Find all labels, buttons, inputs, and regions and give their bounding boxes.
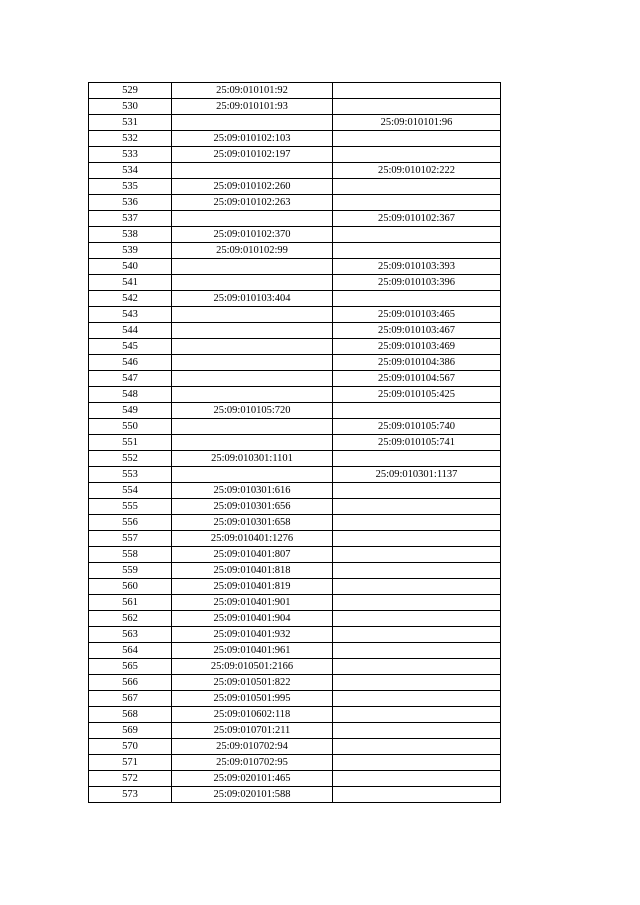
cadastral-number-cell-a: 25:09:010103:404 bbox=[172, 291, 333, 307]
table-row bbox=[89, 355, 501, 371]
cadastral-number-cell-a bbox=[172, 339, 333, 355]
cadastral-number-cell-b bbox=[333, 403, 501, 419]
cadastral-number-cell-b: 25:09:010102:222 bbox=[333, 163, 501, 179]
row-number-cell: 529 bbox=[89, 83, 172, 99]
row-number-cell: 537 bbox=[89, 211, 172, 227]
cadastral-number-cell-a: 25:09:010401:932 bbox=[172, 627, 333, 643]
cadastral-number-cell-a: 25:09:010102:370 bbox=[172, 227, 333, 243]
cadastral-number-cell-a: 25:09:010101:93 bbox=[172, 99, 333, 115]
cadastral-number-cell-b bbox=[333, 227, 501, 243]
cadastral-number-cell-b: 25:09:010103:467 bbox=[333, 323, 501, 339]
table-row bbox=[89, 259, 501, 275]
cadastral-number-cell-a: 25:09:010401:1276 bbox=[172, 531, 333, 547]
cadastral-number-cell-a bbox=[172, 163, 333, 179]
cadastral-number-cell-b bbox=[333, 563, 501, 579]
table-row bbox=[89, 595, 501, 611]
cadastral-number-cell-b: 25:09:010103:465 bbox=[333, 307, 501, 323]
row-number-cell: 550 bbox=[89, 419, 172, 435]
table-row bbox=[89, 579, 501, 595]
table-row bbox=[89, 147, 501, 163]
cadastral-number-cell-b bbox=[333, 291, 501, 307]
row-number-cell: 556 bbox=[89, 515, 172, 531]
cadastral-number-cell-b bbox=[333, 643, 501, 659]
row-number-cell: 533 bbox=[89, 147, 172, 163]
table-row bbox=[89, 83, 501, 99]
row-number-cell: 532 bbox=[89, 131, 172, 147]
cadastral-number-cell-b bbox=[333, 659, 501, 675]
table-body bbox=[89, 83, 501, 803]
cadastral-number-cell-a: 25:09:010401:807 bbox=[172, 547, 333, 563]
table-row bbox=[89, 499, 501, 515]
table-row bbox=[89, 291, 501, 307]
row-number-cell: 565 bbox=[89, 659, 172, 675]
table-row bbox=[89, 563, 501, 579]
cadastral-number-cell-b bbox=[333, 579, 501, 595]
row-number-cell: 573 bbox=[89, 787, 172, 803]
cadastral-number-cell-a: 25:09:020101:588 bbox=[172, 787, 333, 803]
row-number-cell: 564 bbox=[89, 643, 172, 659]
cadastral-number-cell-a bbox=[172, 387, 333, 403]
row-number-cell: 534 bbox=[89, 163, 172, 179]
cadastral-number-cell-a: 25:09:010301:656 bbox=[172, 499, 333, 515]
table-row bbox=[89, 339, 501, 355]
cadastral-number-cell-b bbox=[333, 195, 501, 211]
row-number-cell: 552 bbox=[89, 451, 172, 467]
cadastral-number-cell-b bbox=[333, 595, 501, 611]
table-row bbox=[89, 163, 501, 179]
cadastral-number-cell-b bbox=[333, 691, 501, 707]
row-number-cell: 530 bbox=[89, 99, 172, 115]
cadastral-number-cell-b bbox=[333, 723, 501, 739]
cadastral-number-cell-a: 25:09:010401:961 bbox=[172, 643, 333, 659]
cadastral-number-cell-b bbox=[333, 739, 501, 755]
table-row bbox=[89, 323, 501, 339]
cadastral-number-cell-a bbox=[172, 467, 333, 483]
table-row bbox=[89, 467, 501, 483]
row-number-cell: 557 bbox=[89, 531, 172, 547]
row-number-cell: 531 bbox=[89, 115, 172, 131]
cadastral-number-cell-b: 25:09:010101:96 bbox=[333, 115, 501, 131]
row-number-cell: 545 bbox=[89, 339, 172, 355]
cadastral-number-cell-b bbox=[333, 707, 501, 723]
row-number-cell: 549 bbox=[89, 403, 172, 419]
cadastral-number-cell-b: 25:09:010103:396 bbox=[333, 275, 501, 291]
table-row bbox=[89, 723, 501, 739]
table-row bbox=[89, 659, 501, 675]
cadastral-number-cell-a bbox=[172, 259, 333, 275]
row-number-cell: 536 bbox=[89, 195, 172, 211]
cadastral-number-cell-a: 25:09:010102:263 bbox=[172, 195, 333, 211]
cadastral-number-cell-a: 25:09:010501:822 bbox=[172, 675, 333, 691]
cadastral-number-cell-a: 25:09:010301:658 bbox=[172, 515, 333, 531]
table-row bbox=[89, 707, 501, 723]
row-number-cell: 539 bbox=[89, 243, 172, 259]
cadastral-number-cell-a bbox=[172, 355, 333, 371]
table-row bbox=[89, 515, 501, 531]
cadastral-number-cell-a: 25:09:010102:99 bbox=[172, 243, 333, 259]
cadastral-numbers-table bbox=[88, 82, 501, 803]
cadastral-number-cell-a: 25:09:010501:2166 bbox=[172, 659, 333, 675]
row-number-cell: 572 bbox=[89, 771, 172, 787]
cadastral-number-cell-a: 25:09:010701:211 bbox=[172, 723, 333, 739]
cadastral-number-cell-a: 25:09:010301:616 bbox=[172, 483, 333, 499]
row-number-cell: 561 bbox=[89, 595, 172, 611]
row-number-cell: 547 bbox=[89, 371, 172, 387]
cadastral-number-cell-a bbox=[172, 115, 333, 131]
cadastral-number-cell-a: 25:09:010401:818 bbox=[172, 563, 333, 579]
table-row bbox=[89, 243, 501, 259]
cadastral-number-cell-a: 25:09:010401:904 bbox=[172, 611, 333, 627]
table-row bbox=[89, 419, 501, 435]
table-row bbox=[89, 531, 501, 547]
row-number-cell: 568 bbox=[89, 707, 172, 723]
row-number-cell: 548 bbox=[89, 387, 172, 403]
cadastral-number-cell-b bbox=[333, 611, 501, 627]
row-number-cell: 540 bbox=[89, 259, 172, 275]
table-row bbox=[89, 691, 501, 707]
cadastral-number-cell-b: 25:09:010105:425 bbox=[333, 387, 501, 403]
cadastral-number-cell-a bbox=[172, 211, 333, 227]
cadastral-number-cell-a: 25:09:010501:995 bbox=[172, 691, 333, 707]
cadastral-number-cell-b bbox=[333, 627, 501, 643]
cadastral-number-cell-a: 25:09:010102:103 bbox=[172, 131, 333, 147]
cadastral-number-cell-a: 25:09:010105:720 bbox=[172, 403, 333, 419]
cadastral-number-cell-b bbox=[333, 787, 501, 803]
table-row bbox=[89, 211, 501, 227]
row-number-cell: 542 bbox=[89, 291, 172, 307]
table-row bbox=[89, 371, 501, 387]
row-number-cell: 558 bbox=[89, 547, 172, 563]
table-row bbox=[89, 275, 501, 291]
cadastral-number-cell-a: 25:09:010102:260 bbox=[172, 179, 333, 195]
cadastral-number-cell-b: 25:09:010105:741 bbox=[333, 435, 501, 451]
cadastral-number-cell-b bbox=[333, 179, 501, 195]
cadastral-number-cell-b bbox=[333, 531, 501, 547]
table-row bbox=[89, 131, 501, 147]
cadastral-number-cell-b bbox=[333, 483, 501, 499]
cadastral-number-cell-b bbox=[333, 83, 501, 99]
cadastral-number-cell-b: 25:09:010105:740 bbox=[333, 419, 501, 435]
row-number-cell: 569 bbox=[89, 723, 172, 739]
cadastral-number-cell-b bbox=[333, 99, 501, 115]
row-number-cell: 553 bbox=[89, 467, 172, 483]
cadastral-number-cell-b bbox=[333, 515, 501, 531]
table-row bbox=[89, 387, 501, 403]
cadastral-number-cell-b: 25:09:010104:567 bbox=[333, 371, 501, 387]
row-number-cell: 567 bbox=[89, 691, 172, 707]
cadastral-number-cell-b: 25:09:010301:1137 bbox=[333, 467, 501, 483]
row-number-cell: 555 bbox=[89, 499, 172, 515]
table-row bbox=[89, 403, 501, 419]
cadastral-number-cell-b bbox=[333, 451, 501, 467]
cadastral-number-cell-a: 25:09:010602:118 bbox=[172, 707, 333, 723]
row-number-cell: 563 bbox=[89, 627, 172, 643]
row-number-cell: 571 bbox=[89, 755, 172, 771]
table-row bbox=[89, 227, 501, 243]
cadastral-number-cell-a: 25:09:020101:465 bbox=[172, 771, 333, 787]
row-number-cell: 554 bbox=[89, 483, 172, 499]
table-row bbox=[89, 739, 501, 755]
table-row bbox=[89, 787, 501, 803]
cadastral-number-cell-a bbox=[172, 435, 333, 451]
row-number-cell: 543 bbox=[89, 307, 172, 323]
cadastral-number-cell-b bbox=[333, 131, 501, 147]
row-number-cell: 541 bbox=[89, 275, 172, 291]
cadastral-number-cell-a bbox=[172, 323, 333, 339]
table-row bbox=[89, 643, 501, 659]
table-row bbox=[89, 611, 501, 627]
cadastral-number-cell-b bbox=[333, 771, 501, 787]
table-row bbox=[89, 179, 501, 195]
table-row bbox=[89, 547, 501, 563]
table-row bbox=[89, 755, 501, 771]
row-number-cell: 551 bbox=[89, 435, 172, 451]
cadastral-number-cell-a: 25:09:010702:95 bbox=[172, 755, 333, 771]
table-row bbox=[89, 483, 501, 499]
row-number-cell: 566 bbox=[89, 675, 172, 691]
row-number-cell: 570 bbox=[89, 739, 172, 755]
cadastral-number-cell-a: 25:09:010102:197 bbox=[172, 147, 333, 163]
row-number-cell: 546 bbox=[89, 355, 172, 371]
cadastral-number-cell-a bbox=[172, 275, 333, 291]
cadastral-number-cell-a bbox=[172, 371, 333, 387]
cadastral-number-cell-b bbox=[333, 755, 501, 771]
cadastral-number-cell-b bbox=[333, 547, 501, 563]
table-row bbox=[89, 99, 501, 115]
table-row bbox=[89, 115, 501, 131]
cadastral-number-cell-b: 25:09:010104:386 bbox=[333, 355, 501, 371]
cadastral-number-cell-a: 25:09:010401:901 bbox=[172, 595, 333, 611]
cadastral-number-cell-a: 25:09:010101:92 bbox=[172, 83, 333, 99]
table-row bbox=[89, 435, 501, 451]
table-row bbox=[89, 195, 501, 211]
row-number-cell: 538 bbox=[89, 227, 172, 243]
cadastral-number-cell-a: 25:09:010401:819 bbox=[172, 579, 333, 595]
table-row bbox=[89, 451, 501, 467]
cadastral-number-cell-a bbox=[172, 307, 333, 323]
table-row bbox=[89, 771, 501, 787]
table-row bbox=[89, 675, 501, 691]
cadastral-number-cell-a: 25:09:010301:1101 bbox=[172, 451, 333, 467]
table-row bbox=[89, 627, 501, 643]
cadastral-number-cell-a bbox=[172, 419, 333, 435]
row-number-cell: 544 bbox=[89, 323, 172, 339]
cadastral-number-cell-b bbox=[333, 147, 501, 163]
table-row bbox=[89, 307, 501, 323]
cadastral-number-cell-b: 25:09:010103:393 bbox=[333, 259, 501, 275]
cadastral-number-cell-b: 25:09:010102:367 bbox=[333, 211, 501, 227]
cadastral-number-cell-a: 25:09:010702:94 bbox=[172, 739, 333, 755]
cadastral-number-cell-b bbox=[333, 675, 501, 691]
row-number-cell: 562 bbox=[89, 611, 172, 627]
cadastral-number-cell-b bbox=[333, 499, 501, 515]
cadastral-number-cell-b: 25:09:010103:469 bbox=[333, 339, 501, 355]
cadastral-number-cell-b bbox=[333, 243, 501, 259]
row-number-cell: 559 bbox=[89, 563, 172, 579]
row-number-cell: 535 bbox=[89, 179, 172, 195]
row-number-cell: 560 bbox=[89, 579, 172, 595]
